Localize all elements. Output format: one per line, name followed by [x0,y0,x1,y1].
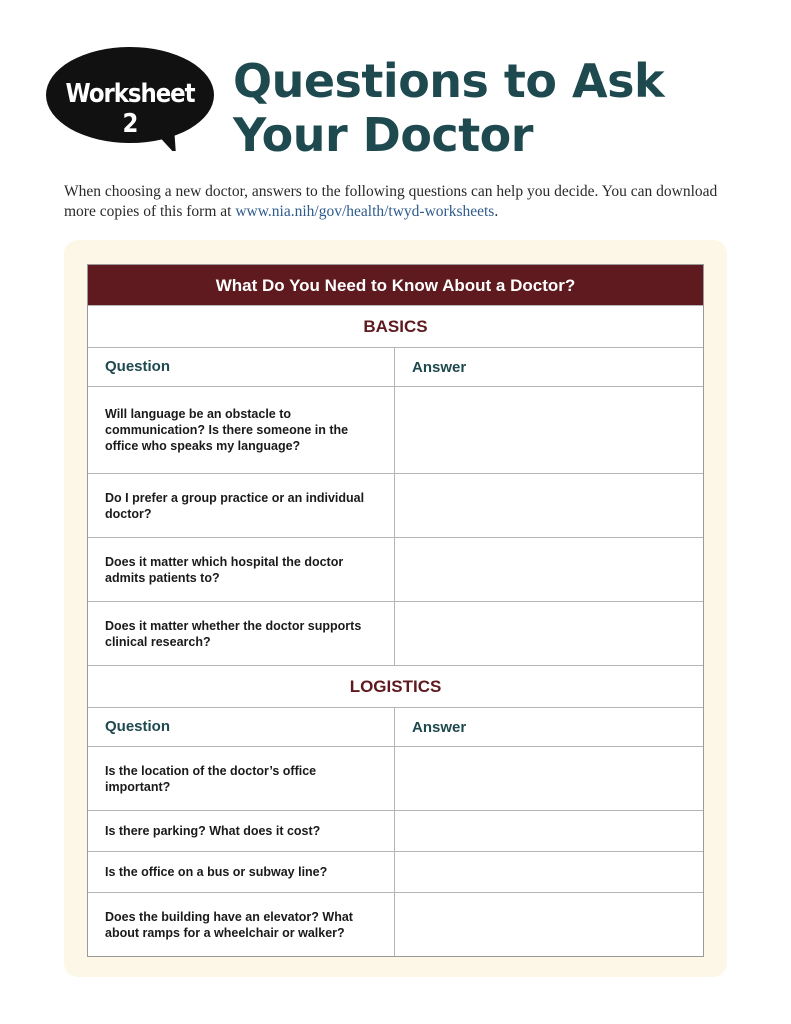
answer-field[interactable] [395,387,703,473]
column-header-row [88,707,703,746]
table-row [88,473,703,537]
question-text: Will language be an obstacle to communication? Is there someone in the office who speaks my language? [88,387,395,473]
answer-field[interactable] [395,602,703,665]
table-row [88,537,703,601]
column-header-answer: Answer [412,358,467,376]
answer-field[interactable] [395,893,703,956]
column-header-question: Question [88,348,395,386]
question-text: Does it matter which hospital the doctor admits patients to? [88,538,395,601]
worksheets-link[interactable]: www.nia.nih/gov/health/twyd-worksheets [235,203,495,220]
badge-label: Worksheet 2 [65,79,195,139]
question-table [87,264,704,957]
worksheet-badge [46,47,214,151]
question-text: Do I prefer a group practice or an individual doctor? [88,474,395,537]
intro-paragraph [64,182,724,222]
question-text: Is there parking? What does it cost? [88,811,395,851]
answer-field[interactable] [395,747,703,810]
table-row [88,601,703,665]
table-row [88,851,703,892]
answer-field[interactable] [395,852,703,892]
answer-field[interactable] [395,538,703,601]
table-row [88,810,703,851]
column-header-row [88,347,703,386]
question-text: Is the location of the doctor’s office important? [88,747,395,810]
table-row [88,892,703,956]
section-heading-logistics: LOGISTICS [88,665,703,707]
table-row [88,746,703,810]
column-header-question: Question [88,708,395,746]
title-line-2: Your Doctor [233,108,533,162]
table-title: What Do You Need to Know About a Doctor? [88,265,703,305]
column-header-answer: Answer [412,718,467,736]
table-row [88,386,703,473]
answer-field[interactable] [395,474,703,537]
section-heading-basics: BASICS [88,305,703,347]
intro-suffix: . [494,203,499,220]
question-text: Is the office on a bus or subway line? [88,852,395,892]
page-title [233,54,664,162]
question-text: Does the building have an elevator? What about ramps for a wheelchair or walker? [88,893,395,956]
answer-field[interactable] [395,811,703,851]
title-line-1: Questions to Ask [233,54,665,108]
intro-text: When choosing a new doctor, answers to the following questions can help you decide. You can download more copies of this form at [64,183,718,220]
question-text: Does it matter whether the doctor supports clinical research? [88,602,395,665]
